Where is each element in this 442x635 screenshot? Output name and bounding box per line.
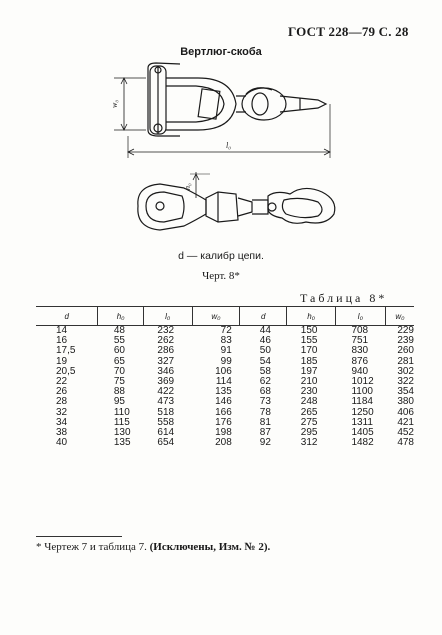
table-cell: 28 (56, 396, 68, 408)
footnote-divider (36, 536, 122, 537)
table-cell: 106 (215, 365, 232, 377)
table-cell: 232 (157, 325, 175, 336)
table-cell: 70 (113, 365, 125, 377)
table-cell: 322 (397, 376, 414, 388)
table-cell: 406 (397, 406, 414, 418)
table-cell: 75 (113, 376, 125, 388)
table-cell: 58 (259, 365, 271, 377)
footnote-bold: (Исключены, Изм. № 2). (149, 541, 271, 553)
table-cell: 346 (157, 365, 175, 377)
table-cell: 20,5 (56, 365, 76, 377)
table-cell: 312 (300, 437, 318, 449)
col-header-w0-2: w₀ (385, 307, 414, 326)
table-cell: 55 (113, 335, 125, 347)
table-cell: 114 (215, 376, 232, 388)
col-header-h0: h₀ (98, 307, 144, 326)
table-title: Таблица 8* (300, 291, 388, 305)
table-cell: 150 (300, 325, 318, 336)
table-cell: 1184 (351, 396, 373, 408)
table-cell: 95 (113, 396, 125, 408)
col-header-d: d (36, 307, 98, 326)
table-cell: 295 (300, 427, 318, 439)
col-header-h0-2: h₀ (287, 307, 336, 326)
table-cell: 135 (215, 386, 232, 398)
table-cell: 281 (397, 355, 414, 367)
table-header-row (36, 307, 414, 326)
table-cell: 1482 (351, 437, 374, 449)
table-cell: 421 (397, 416, 414, 428)
col-header-l0: l₀ (143, 307, 192, 326)
table-cell: 135 (113, 437, 131, 449)
table-cell: 1012 (351, 376, 374, 388)
table-cell: 32 (56, 406, 68, 418)
table-cell: 1405 (351, 427, 374, 439)
table-body (36, 326, 414, 449)
table-cell: 88 (113, 386, 125, 398)
table-cell: 44 (259, 325, 271, 336)
table-cell: 940 (351, 365, 369, 377)
table-cell: 54 (259, 355, 271, 367)
table-cell: 146 (215, 396, 232, 408)
table-cell: 751 (351, 335, 369, 347)
table-cell: 208 (215, 437, 232, 449)
table-cell: 265 (300, 406, 318, 418)
table-cell: 614 (157, 427, 175, 439)
table-cell: 87 (259, 427, 271, 439)
table-cell: 130 (113, 427, 131, 439)
table-cell: 62 (259, 376, 271, 388)
table-cell: 876 (351, 355, 369, 367)
table-cell: 72 (220, 325, 232, 336)
table-cell: 115 (113, 416, 130, 428)
table-cell: 38 (56, 427, 68, 439)
swivel-shackle-drawing (0, 0, 442, 250)
table-cell: 354 (397, 386, 414, 398)
table-cell: 110 (113, 406, 130, 418)
table-cell: 185 (300, 355, 318, 367)
footnote-text: * Чертеж 7 и таблица 7. (36, 541, 150, 553)
table-cell: 830 (351, 345, 369, 357)
table-cell: 275 (300, 416, 318, 428)
table-cell: 1311 (351, 416, 373, 428)
table-cell: 262 (157, 335, 175, 347)
table-row (36, 438, 414, 448)
table-cell: 369 (157, 376, 175, 388)
col-header-d-2: d (240, 307, 287, 326)
table-cell: 1100 (351, 386, 373, 398)
table-cell: 34 (56, 416, 68, 428)
table-cell: 210 (300, 376, 318, 388)
table-cell: 380 (397, 396, 414, 408)
table-cell: 81 (259, 416, 271, 428)
col-header-w0: w₀ (192, 307, 240, 326)
table-cell: 73 (259, 396, 271, 408)
table-cell: 68 (259, 386, 271, 398)
table-cell: 48 (113, 325, 125, 336)
table-cell: 155 (300, 335, 318, 347)
figure-title: Вертлюг-скоба (180, 46, 262, 58)
figure-caption: Черт. 8* (202, 270, 240, 282)
table-cell: 248 (300, 396, 318, 408)
table-cell: 197 (300, 365, 318, 377)
table-cell: 327 (157, 355, 175, 367)
table-cell: 452 (397, 427, 414, 439)
table-cell: 40 (56, 437, 68, 449)
table-cell: 198 (215, 427, 232, 439)
table-cell: 50 (259, 345, 271, 357)
table-cell: 26 (56, 386, 68, 398)
table-cell: 92 (259, 437, 271, 449)
table-cell: 478 (397, 437, 414, 449)
table-cell: 65 (113, 355, 125, 367)
table-cell: 46 (259, 335, 271, 347)
dim-label-l0: l₀ (226, 141, 232, 150)
table-cell: 14 (56, 325, 68, 336)
col-header-l0-2: l₀ (335, 307, 385, 326)
table-cell: 1250 (351, 406, 374, 418)
table-cell: 229 (397, 325, 414, 336)
table-cell: 176 (215, 416, 232, 428)
table-cell: 99 (220, 355, 232, 367)
table-cell: 558 (157, 416, 175, 428)
table-cell: 654 (157, 437, 175, 449)
table-cell: 166 (215, 406, 232, 418)
table-cell: 230 (300, 386, 318, 398)
table-cell: 422 (157, 386, 175, 398)
dimensions-table (36, 306, 414, 448)
table-cell: 286 (157, 345, 175, 357)
table-cell: 708 (351, 325, 369, 336)
table-cell: 302 (397, 365, 414, 377)
table-cell: 19 (56, 355, 68, 367)
dim-label-w0: w₀ (110, 99, 119, 108)
table-cell: 473 (157, 396, 175, 408)
table-cell: 518 (157, 406, 175, 418)
table-cell: 170 (300, 345, 318, 357)
figure-legend: d — калибр цепи. (178, 250, 264, 262)
page-header: ГОСТ 228—79 С. 28 (288, 24, 409, 39)
table-cell: 83 (220, 335, 232, 347)
dim-label-h0: h₀ (183, 183, 192, 190)
table-cell: 239 (397, 335, 414, 347)
table-cell: 22 (56, 376, 68, 388)
footnote (36, 541, 270, 553)
table-cell: 16 (56, 335, 68, 347)
table-cell: 78 (259, 406, 271, 418)
table-cell: 91 (220, 345, 232, 357)
table-cell: 260 (397, 345, 414, 357)
table-cell: 60 (113, 345, 125, 357)
table-cell: 17,5 (56, 345, 76, 357)
